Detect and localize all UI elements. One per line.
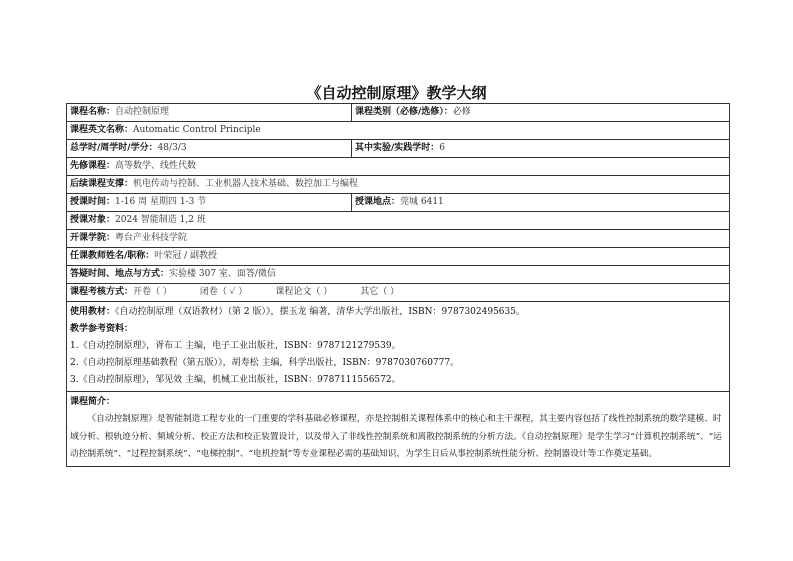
- label: 后续课程支撑：: [70, 179, 134, 189]
- syllabus-table: [66, 103, 730, 467]
- row-qa: [67, 266, 729, 284]
- row-assessment: [67, 284, 729, 302]
- value: 《自动控制原理（双语教材）（第 2 版）》，摆玉龙 编著，清华大学出版社，ISBN：9787302495635。: [115, 307, 525, 317]
- row-college: [67, 230, 729, 248]
- intro-label: 课程简介：: [70, 397, 116, 407]
- row-followup: [67, 176, 729, 194]
- reference-item: 1.《自动控制原理》，胥布工 主编，电子工业出版社，ISBN：9787121279539。: [70, 341, 401, 351]
- intro-text: 《自动控制原理》是智能制造工程专业的一门重要的学科基础必修课程，亦是控制相关课程体系中的核心和主干课程，其主要内容包括了线性控制系统的数学建模、时域分析、根轨迹分析、频域分析、校正方法和校正装置设计，以及带入了非线性控制系统和离散控制系统的分析方法。《自动控制原理》是学生学习“计算机控制系统”、“运动控制系统”、“过程控制系统”、“电梯控制”、“电机控制”等专业课程必需的基础知识，为学生日后从事控制系统性能分析、控制器设计等工作奠定基础。: [70, 414, 722, 460]
- label: 授课时间：: [70, 197, 116, 207]
- row-time: [67, 194, 729, 212]
- label: 任课教师姓名/职称：: [70, 251, 155, 261]
- option-open-book: 开卷（ ）: [133, 287, 172, 297]
- value: 高等数学、线性代数: [115, 161, 197, 171]
- label: 先修课程：: [70, 161, 116, 171]
- value: 48/3/3: [157, 143, 187, 153]
- value: 实验楼 307 室、面答/微信: [169, 269, 276, 279]
- value: 1-16 周 星期四 1-3 节: [115, 197, 207, 207]
- value: 6: [439, 143, 446, 153]
- references-label: 教学参考资料：: [70, 324, 134, 334]
- option-closed-book: 闭卷（ ✓ ）: [199, 287, 248, 297]
- reference-item: 3.《自动控制原理》，邹见效 主编，机械工业出版社，ISBN：9787111556572。: [70, 375, 401, 385]
- option-other: 其它（ ）: [360, 287, 400, 297]
- label: 课程英文名称：: [70, 125, 134, 135]
- page-title: 《自动控制原理》教学大纲: [306, 84, 487, 102]
- value: 粤台产业科技学院: [115, 233, 188, 243]
- value: 自动控制原理: [115, 107, 170, 117]
- row-audience: [67, 212, 729, 230]
- row-teacher: [67, 248, 729, 266]
- value: 机电传动与控制、工业机器人技术基础、数控加工与编程: [133, 179, 359, 189]
- value: 2024 智能制造 1,2 班: [115, 215, 206, 225]
- label: 总学时/周学时/学分：: [70, 143, 158, 153]
- row-intro: [67, 392, 729, 466]
- option-paper: 课程论文（ ）: [275, 287, 333, 297]
- label: 课程类别（必修/选修）：: [355, 107, 453, 117]
- label: 答疑时间、地点与方式：: [70, 269, 170, 279]
- label: 其中实验/实践学时：: [355, 143, 440, 153]
- label: 课程考核方式：: [70, 287, 134, 297]
- value: 莞城 6411: [400, 197, 444, 207]
- value: 必修: [452, 107, 471, 117]
- row-english-name: [67, 122, 729, 140]
- reference-item: 2.《自动控制原理基础教程（第五版）》，胡寿松 主编，科学出版社，ISBN：9787030760777。: [70, 358, 460, 368]
- label: 使用教材：: [70, 307, 116, 317]
- value: Automatic Control Principle: [133, 125, 261, 135]
- row-prereq: [67, 158, 729, 176]
- textbook: [70, 304, 726, 321]
- label: 授课地点：: [355, 197, 401, 207]
- label: 开课学院：: [70, 233, 116, 243]
- row-hours: [67, 140, 729, 158]
- label: 课程名称：: [70, 107, 116, 117]
- value: 叶荣冠 / 副教授: [154, 251, 218, 261]
- label: 授课对象：: [70, 215, 116, 225]
- row-materials: [67, 302, 729, 392]
- row-course-name: [67, 104, 729, 122]
